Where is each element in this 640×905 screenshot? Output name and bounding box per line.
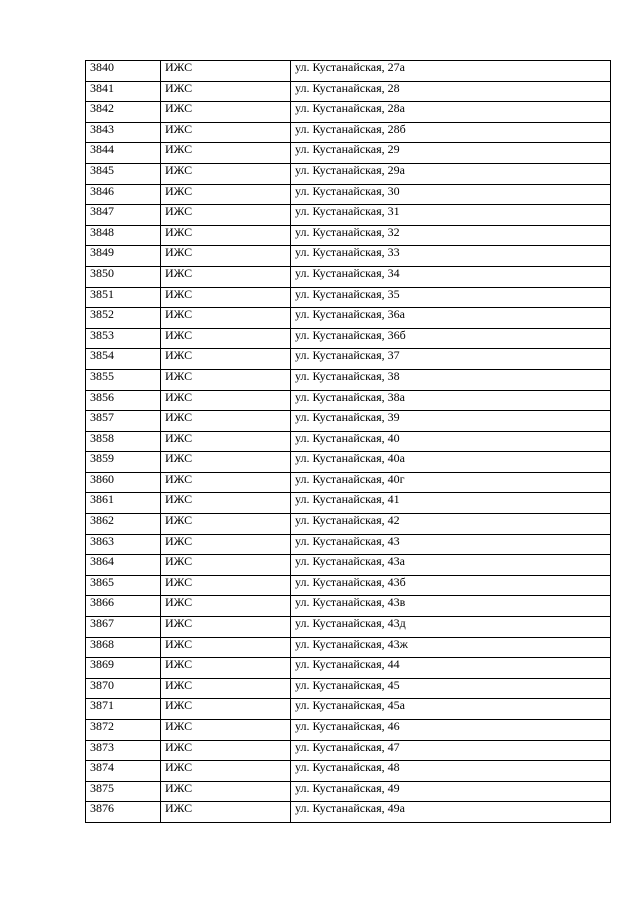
table-row bbox=[86, 205, 611, 226]
table-row bbox=[86, 802, 611, 823]
address-cell: ул. Кустанайская, 47 bbox=[291, 740, 611, 761]
address-cell: ул. Кустанайская, 29 bbox=[291, 143, 611, 164]
object-type-cell: ИЖС bbox=[161, 802, 291, 823]
object-type-cell: ИЖС bbox=[161, 699, 291, 720]
row-number-cell: 3843 bbox=[86, 122, 161, 143]
object-type-cell: ИЖС bbox=[161, 225, 291, 246]
row-number-cell: 3853 bbox=[86, 328, 161, 349]
table-row bbox=[86, 555, 611, 576]
address-cell: ул. Кустанайская, 30 bbox=[291, 184, 611, 205]
object-type-cell: ИЖС bbox=[161, 452, 291, 473]
object-type-cell: ИЖС bbox=[161, 266, 291, 287]
table-row bbox=[86, 699, 611, 720]
table-row bbox=[86, 575, 611, 596]
row-number-cell: 3857 bbox=[86, 411, 161, 432]
table-row bbox=[86, 102, 611, 123]
address-cell: ул. Кустанайская, 36а bbox=[291, 308, 611, 329]
row-number-cell: 3852 bbox=[86, 308, 161, 329]
address-cell: ул. Кустанайская, 28б bbox=[291, 122, 611, 143]
row-number-cell: 3876 bbox=[86, 802, 161, 823]
object-type-cell: ИЖС bbox=[161, 143, 291, 164]
address-cell: ул. Кустанайская, 27а bbox=[291, 61, 611, 82]
table-row bbox=[86, 143, 611, 164]
object-type-cell: ИЖС bbox=[161, 205, 291, 226]
object-type-cell: ИЖС bbox=[161, 349, 291, 370]
address-cell: ул. Кустанайская, 38 bbox=[291, 369, 611, 390]
address-cell: ул. Кустанайская, 32 bbox=[291, 225, 611, 246]
row-number-cell: 3866 bbox=[86, 596, 161, 617]
row-number-cell: 3863 bbox=[86, 534, 161, 555]
object-type-cell: ИЖС bbox=[161, 575, 291, 596]
address-cell: ул. Кустанайская, 28а bbox=[291, 102, 611, 123]
table-row bbox=[86, 658, 611, 679]
object-type-cell: ИЖС bbox=[161, 246, 291, 267]
table-row bbox=[86, 452, 611, 473]
object-type-cell: ИЖС bbox=[161, 81, 291, 102]
row-number-cell: 3873 bbox=[86, 740, 161, 761]
table-row bbox=[86, 349, 611, 370]
row-number-cell: 3848 bbox=[86, 225, 161, 246]
address-cell: ул. Кустанайская, 41 bbox=[291, 493, 611, 514]
row-number-cell: 3856 bbox=[86, 390, 161, 411]
address-cell: ул. Кустанайская, 40г bbox=[291, 472, 611, 493]
row-number-cell: 3864 bbox=[86, 555, 161, 576]
object-type-cell: ИЖС bbox=[161, 617, 291, 638]
object-type-cell: ИЖС bbox=[161, 678, 291, 699]
table-row bbox=[86, 390, 611, 411]
address-cell: ул. Кустанайская, 43д bbox=[291, 617, 611, 638]
row-number-cell: 3858 bbox=[86, 431, 161, 452]
table-row bbox=[86, 678, 611, 699]
object-type-cell: ИЖС bbox=[161, 740, 291, 761]
table-row bbox=[86, 781, 611, 802]
table-row bbox=[86, 411, 611, 432]
address-cell: ул. Кустанайская, 34 bbox=[291, 266, 611, 287]
table-row bbox=[86, 369, 611, 390]
address-cell: ул. Кустанайская, 40а bbox=[291, 452, 611, 473]
address-cell: ул. Кустанайская, 49а bbox=[291, 802, 611, 823]
address-cell: ул. Кустанайская, 45а bbox=[291, 699, 611, 720]
table-row bbox=[86, 617, 611, 638]
object-type-cell: ИЖС bbox=[161, 122, 291, 143]
table-row bbox=[86, 225, 611, 246]
row-number-cell: 3842 bbox=[86, 102, 161, 123]
row-number-cell: 3875 bbox=[86, 781, 161, 802]
address-cell: ул. Кустанайская, 49 bbox=[291, 781, 611, 802]
address-cell: ул. Кустанайская, 43 bbox=[291, 534, 611, 555]
row-number-cell: 3841 bbox=[86, 81, 161, 102]
object-type-cell: ИЖС bbox=[161, 555, 291, 576]
object-type-cell: ИЖС bbox=[161, 390, 291, 411]
object-type-cell: ИЖС bbox=[161, 781, 291, 802]
registry-table-body bbox=[86, 61, 611, 823]
object-type-cell: ИЖС bbox=[161, 637, 291, 658]
row-number-cell: 3850 bbox=[86, 266, 161, 287]
object-type-cell: ИЖС bbox=[161, 163, 291, 184]
table-row bbox=[86, 163, 611, 184]
object-type-cell: ИЖС bbox=[161, 102, 291, 123]
object-type-cell: ИЖС bbox=[161, 431, 291, 452]
address-cell: ул. Кустанайская, 36б bbox=[291, 328, 611, 349]
object-type-cell: ИЖС bbox=[161, 369, 291, 390]
registry-table bbox=[85, 60, 611, 823]
row-number-cell: 3872 bbox=[86, 720, 161, 741]
address-cell: ул. Кустанайская, 38а bbox=[291, 390, 611, 411]
row-number-cell: 3871 bbox=[86, 699, 161, 720]
table-row bbox=[86, 287, 611, 308]
object-type-cell: ИЖС bbox=[161, 534, 291, 555]
object-type-cell: ИЖС bbox=[161, 411, 291, 432]
object-type-cell: ИЖС bbox=[161, 596, 291, 617]
object-type-cell: ИЖС bbox=[161, 287, 291, 308]
table-row bbox=[86, 514, 611, 535]
address-cell: ул. Кустанайская, 31 bbox=[291, 205, 611, 226]
row-number-cell: 3865 bbox=[86, 575, 161, 596]
address-cell: ул. Кустанайская, 43ж bbox=[291, 637, 611, 658]
object-type-cell: ИЖС bbox=[161, 761, 291, 782]
address-cell: ул. Кустанайская, 37 bbox=[291, 349, 611, 370]
object-type-cell: ИЖС bbox=[161, 658, 291, 679]
table-row bbox=[86, 184, 611, 205]
object-type-cell: ИЖС bbox=[161, 514, 291, 535]
address-cell: ул. Кустанайская, 45 bbox=[291, 678, 611, 699]
address-cell: ул. Кустанайская, 39 bbox=[291, 411, 611, 432]
row-number-cell: 3874 bbox=[86, 761, 161, 782]
row-number-cell: 3845 bbox=[86, 163, 161, 184]
row-number-cell: 3867 bbox=[86, 617, 161, 638]
table-row bbox=[86, 61, 611, 82]
address-cell: ул. Кустанайская, 35 bbox=[291, 287, 611, 308]
address-cell: ул. Кустанайская, 43б bbox=[291, 575, 611, 596]
table-row bbox=[86, 266, 611, 287]
row-number-cell: 3868 bbox=[86, 637, 161, 658]
row-number-cell: 3854 bbox=[86, 349, 161, 370]
row-number-cell: 3855 bbox=[86, 369, 161, 390]
object-type-cell: ИЖС bbox=[161, 472, 291, 493]
table-row bbox=[86, 493, 611, 514]
address-cell: ул. Кустанайская, 44 bbox=[291, 658, 611, 679]
address-cell: ул. Кустанайская, 29а bbox=[291, 163, 611, 184]
object-type-cell: ИЖС bbox=[161, 328, 291, 349]
table-row bbox=[86, 740, 611, 761]
row-number-cell: 3849 bbox=[86, 246, 161, 267]
address-cell: ул. Кустанайская, 43а bbox=[291, 555, 611, 576]
table-row bbox=[86, 122, 611, 143]
address-cell: ул. Кустанайская, 43в bbox=[291, 596, 611, 617]
address-cell: ул. Кустанайская, 48 bbox=[291, 761, 611, 782]
row-number-cell: 3851 bbox=[86, 287, 161, 308]
object-type-cell: ИЖС bbox=[161, 720, 291, 741]
table-row bbox=[86, 328, 611, 349]
row-number-cell: 3840 bbox=[86, 61, 161, 82]
address-cell: ул. Кустанайская, 42 bbox=[291, 514, 611, 535]
table-row bbox=[86, 472, 611, 493]
address-cell: ул. Кустанайская, 28 bbox=[291, 81, 611, 102]
row-number-cell: 3844 bbox=[86, 143, 161, 164]
table-row bbox=[86, 761, 611, 782]
row-number-cell: 3846 bbox=[86, 184, 161, 205]
row-number-cell: 3861 bbox=[86, 493, 161, 514]
row-number-cell: 3860 bbox=[86, 472, 161, 493]
table-row bbox=[86, 246, 611, 267]
row-number-cell: 3859 bbox=[86, 452, 161, 473]
row-number-cell: 3869 bbox=[86, 658, 161, 679]
table-row bbox=[86, 720, 611, 741]
table-row bbox=[86, 596, 611, 617]
table-row bbox=[86, 431, 611, 452]
row-number-cell: 3862 bbox=[86, 514, 161, 535]
object-type-cell: ИЖС bbox=[161, 61, 291, 82]
object-type-cell: ИЖС bbox=[161, 184, 291, 205]
row-number-cell: 3847 bbox=[86, 205, 161, 226]
address-cell: ул. Кустанайская, 33 bbox=[291, 246, 611, 267]
address-cell: ул. Кустанайская, 40 bbox=[291, 431, 611, 452]
table-row bbox=[86, 308, 611, 329]
row-number-cell: 3870 bbox=[86, 678, 161, 699]
object-type-cell: ИЖС bbox=[161, 308, 291, 329]
table-row bbox=[86, 637, 611, 658]
object-type-cell: ИЖС bbox=[161, 493, 291, 514]
table-row bbox=[86, 534, 611, 555]
address-cell: ул. Кустанайская, 46 bbox=[291, 720, 611, 741]
table-row bbox=[86, 81, 611, 102]
